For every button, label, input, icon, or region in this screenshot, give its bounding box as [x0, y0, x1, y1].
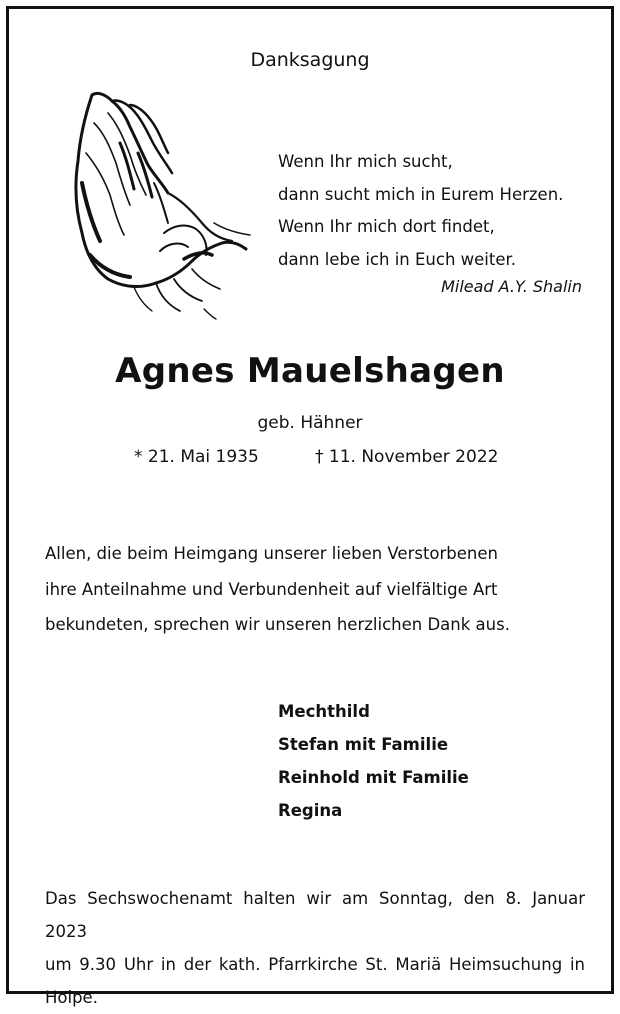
poem-line: dann sucht mich in Eurem Herzen. [278, 184, 564, 204]
family-member: Mechthild [278, 702, 370, 721]
service-announcement [45, 882, 585, 1014]
family-member: Regina [278, 801, 343, 820]
poem-verse [278, 146, 563, 276]
family-member: Reinhold mit Familie [278, 768, 469, 787]
praying-hands-icon [64, 83, 254, 323]
service-line: Holpe. [45, 988, 98, 1007]
thanks-paragraph [45, 536, 585, 643]
family-signatures [278, 695, 469, 827]
death-date: † 11. November 2022 [315, 447, 499, 467]
poem-line: Wenn Ihr mich sucht, [278, 152, 453, 171]
poem-line: dann lebe ich in Euch weiter. [278, 249, 517, 269]
poem-line: Wenn Ihr mich dort findet, [278, 217, 495, 236]
thanks-line: Allen, die beim Heimgang unserer lieben Verstorbenen [45, 544, 499, 563]
poem-author: Milead A.Y. Shalin [441, 277, 582, 296]
birth-date: * 21. Mai 1935 [134, 447, 259, 467]
service-line: Das Sechswochenamt halten wir am Sonntag, den 8. Januar 2023 [45, 889, 585, 941]
thanks-line: ihre Anteilnahme und Verbundenheit auf vielfältige Art [45, 579, 498, 599]
family-member: Stefan mit Familie [278, 735, 449, 754]
notice-heading: Danksagung [250, 49, 370, 71]
birth-name: geb. Hähner [257, 413, 363, 433]
obituary-card [6, 6, 614, 1007]
service-line: um 9.30 Uhr in der kath. Pfarrkirche St. Mariä Heimsuchung in [45, 955, 585, 974]
thanks-line: bekundeten, sprechen wir unseren herzlichen Dank aus. [45, 615, 510, 634]
deceased-name: Agnes Mauelshagen [115, 351, 505, 391]
